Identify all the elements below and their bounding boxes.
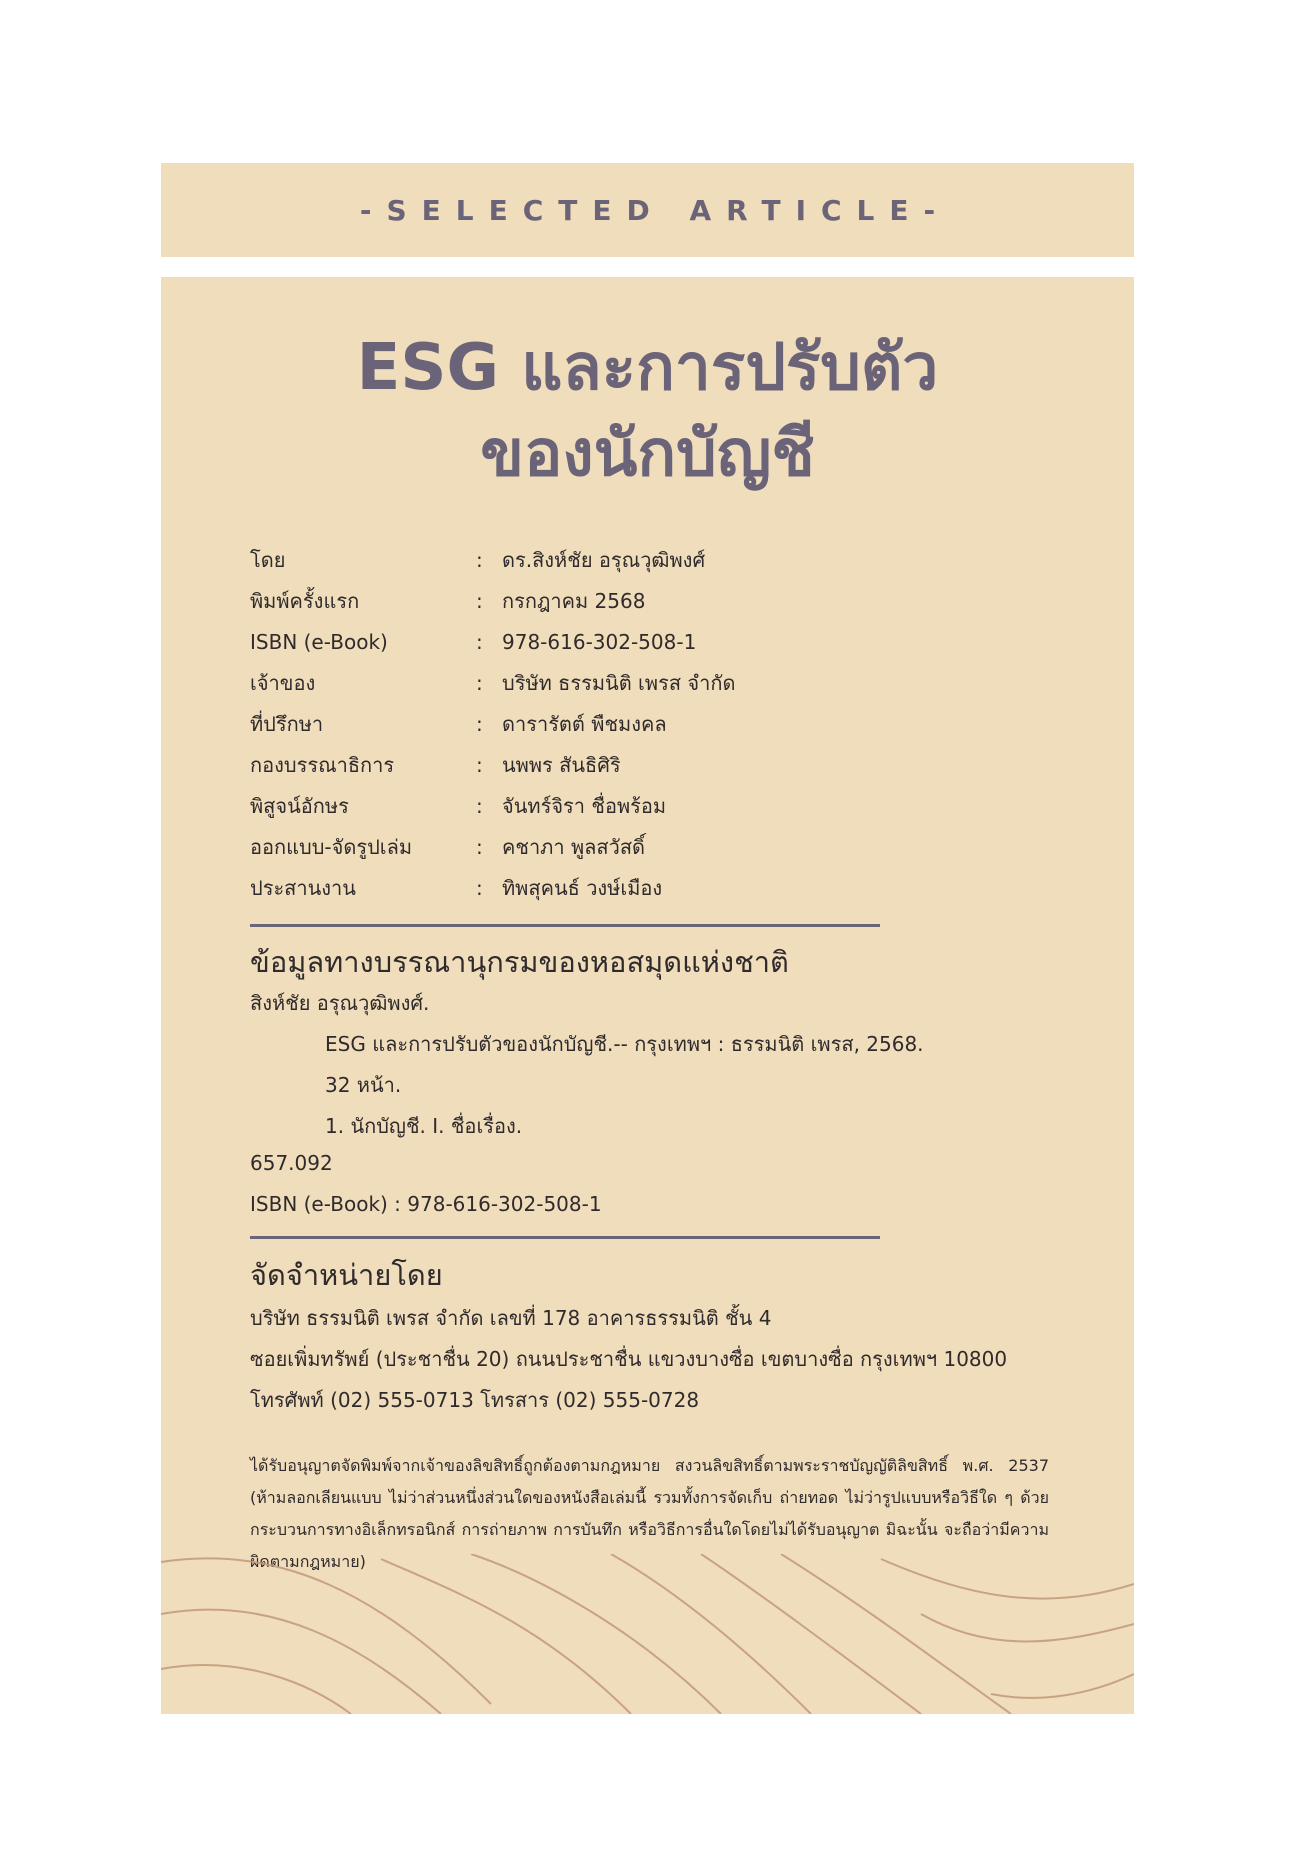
credit-value: บริษัท ธรรมนิติ เพรส จำกัด [502, 670, 736, 695]
credit-value: คชาภา พูลสวัสดิ์ [502, 834, 646, 859]
book-title [161, 325, 1134, 497]
distribution-address-2: ซอยเพิ่มทรัพย์ (ประชาชื่น 20) ถนนประชาชื่น แขวงบางซื่อ เขตบางซื่อ กรุงเทพฯ 10800 [250, 1347, 1008, 1371]
title-line-2: ของนักบัญชี [480, 417, 815, 491]
credit-row [250, 662, 1050, 703]
distribution-address-1: บริษัท ธรรมนิติ เพรส จำกัด เลขที่ 178 อาคารธรรมนิติ ชั้น 4 [250, 1306, 772, 1330]
section-divider [250, 924, 880, 927]
credit-colon: : [476, 547, 483, 572]
credit-colon: : [476, 588, 483, 613]
credit-row [250, 867, 1050, 908]
credit-label: โดย [250, 547, 286, 572]
catalog-subject: 1. นักบัญชี. I. ชื่อเรื่อง. [325, 1114, 523, 1138]
catalog-classification: 657.092 [250, 1151, 333, 1175]
credit-label: เจ้าของ [250, 670, 316, 695]
credit-value: จันทร์จิรา ชื่อพร้อม [502, 793, 667, 818]
credit-label: กองบรรณาธิการ [250, 752, 395, 777]
credit-label: ISBN (e-Book) [250, 629, 388, 654]
credit-row [250, 826, 1050, 867]
credit-row [250, 785, 1050, 826]
credit-value: นพพร สันธิศิริ [502, 752, 621, 777]
distribution-phone: โทรศัพท์ (02) 555-0713 โทรสาร (02) 555-0728 [250, 1388, 700, 1412]
catalog-author: สิงห์ชัย อรุณวุฒิพงศ์. [250, 991, 430, 1015]
credit-value: ดารารัตต์ พืชมงคล [502, 711, 667, 736]
credit-label: ประสานงาน [250, 875, 356, 900]
credit-row [250, 621, 1050, 662]
wave-decoration [161, 1554, 1134, 1714]
credit-value: ทิพสุคนธ์ วงษ์เมือง [502, 875, 663, 900]
catalog-pages: 32 หน้า. [325, 1073, 402, 1097]
credit-label: ออกแบบ-จัดรูปเล่ม [250, 834, 413, 859]
credit-colon: : [476, 875, 483, 900]
credit-label: ที่ปรึกษา [250, 711, 324, 736]
credit-colon: : [476, 711, 483, 736]
content-panel [161, 277, 1134, 1714]
credit-value: กรกฎาคม 2568 [502, 588, 646, 613]
credit-row [250, 580, 1050, 621]
credit-colon: : [476, 670, 483, 695]
copyright-notice: ได้รับอนุญาตจัดพิมพ์จากเจ้าของลิขสิทธิ์ถูกต้องตามกฎหมาย สงวนลิขสิทธิ์ตามพระราชบัญญัติลิขสิทธิ์ พ.ศ. 2537 (ห้ามลอกเลียนแบบ ไม่ว่าส่วนหนึ่งส่วนใดของหนังสือเล่มนี้ รวมทั้งการจัดเก็บ ถ่ายทอด ไม่ว่ารูปแบบหรือวิธีใด ๆ ด้วยกระบวนการทางอิเล็กทรอนิกส์ การถ่ายภาพ การบันทึก หรือวิธีการอื่นใดโดยไม่ได้รับอนุญาต มิฉะนั้น จะถือว่ามีความผิดตามกฎหมาย) [250, 1456, 1049, 1571]
credit-colon: : [476, 752, 483, 777]
catalog-heading: ข้อมูลทางบรรณานุกรมของหอสมุดแห่งชาติ [250, 945, 789, 979]
credit-colon: : [476, 629, 483, 654]
banner-label: -SELECTED ARTICLE- [359, 193, 951, 227]
credit-value: 978-616-302-508-1 [502, 629, 697, 654]
credit-colon: : [476, 834, 483, 859]
catalog-isbn: ISBN (e-Book) : 978-616-302-508-1 [250, 1192, 602, 1216]
credit-label: พิมพ์ครั้งแรก [250, 588, 360, 613]
credit-colon: : [476, 793, 483, 818]
credit-value: ดร.สิงห์ชัย อรุณวุฒิพงศ์ [502, 547, 706, 572]
catalog-entry: ESG และการปรับตัวของนักบัญชี.-- กรุงเทพฯ : ธรรมนิติ เพรส, 2568. [325, 1032, 924, 1056]
credit-label: พิสูจน์อักษร [250, 793, 349, 818]
credit-row [250, 744, 1050, 785]
distribution-heading: จัดจำหน่ายโดย [250, 1258, 443, 1292]
credit-row [250, 703, 1050, 744]
section-divider [250, 1236, 880, 1239]
credits-list [250, 539, 1050, 908]
title-line-1: ESG และการปรับตัว [356, 331, 939, 405]
header-banner [161, 163, 1134, 257]
credit-row [250, 539, 1050, 580]
